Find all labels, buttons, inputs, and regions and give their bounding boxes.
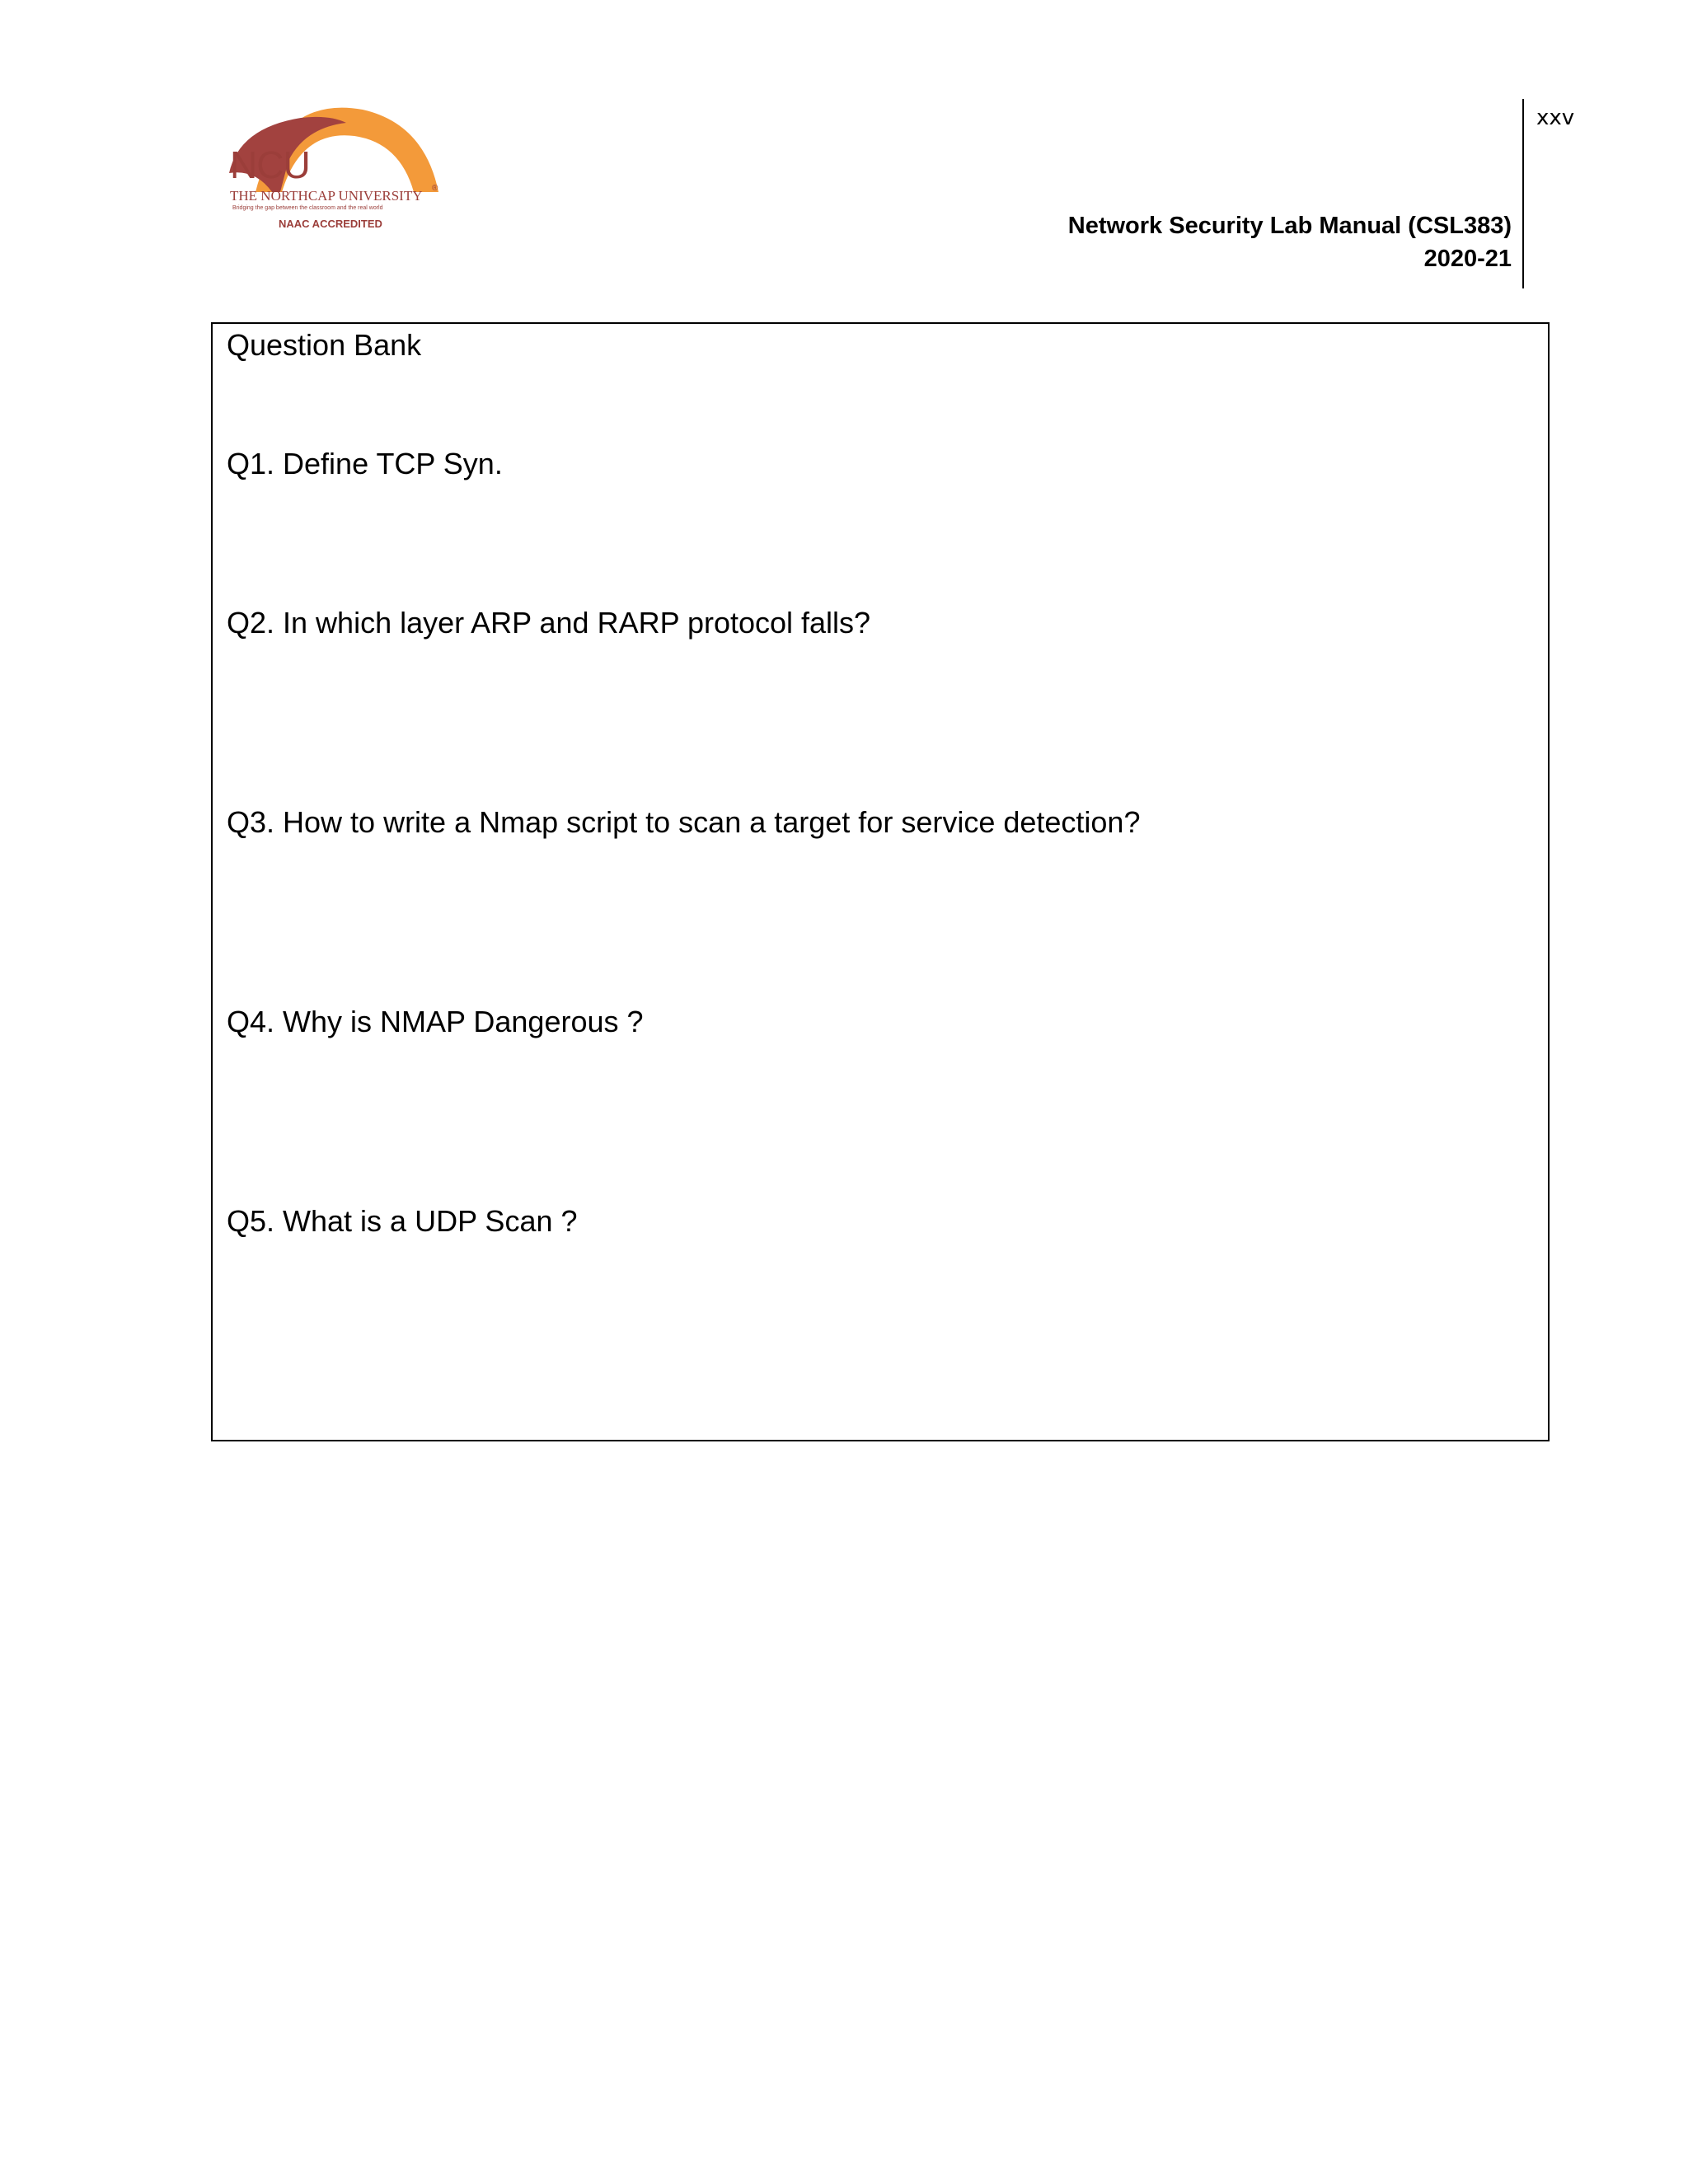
manual-title: Network Security Lab Manual (CSL383) bbox=[1067, 213, 1512, 239]
university-logo bbox=[223, 103, 453, 239]
question-bank-box bbox=[211, 322, 1550, 1441]
logo-accreditation: NAAC ACCREDITED bbox=[279, 218, 382, 230]
registered-mark: ® bbox=[432, 184, 438, 193]
header-divider bbox=[1522, 99, 1524, 288]
question-1: Q1. Define TCP Syn. bbox=[227, 447, 503, 480]
logo-university-name: THE NORTHCAP UNIVERSITY bbox=[230, 188, 423, 204]
question-2: Q2. In which layer ARP and RARP protocol falls? bbox=[227, 606, 871, 640]
logo-abbreviation: NCU bbox=[230, 143, 310, 186]
question-5: Q5. What is a UDP Scan ? bbox=[227, 1204, 578, 1238]
logo-tagline: Bridging the gap between the classroom and the real world bbox=[232, 205, 383, 211]
page-number: xxv bbox=[1536, 105, 1575, 130]
manual-year: 2020-21 bbox=[1423, 246, 1512, 272]
question-4: Q4. Why is NMAP Dangerous ? bbox=[227, 1005, 644, 1038]
question-3: Q3. How to write a Nmap script to scan a target for service detection? bbox=[227, 805, 1141, 839]
question-bank-title: Question Bank bbox=[227, 328, 422, 362]
